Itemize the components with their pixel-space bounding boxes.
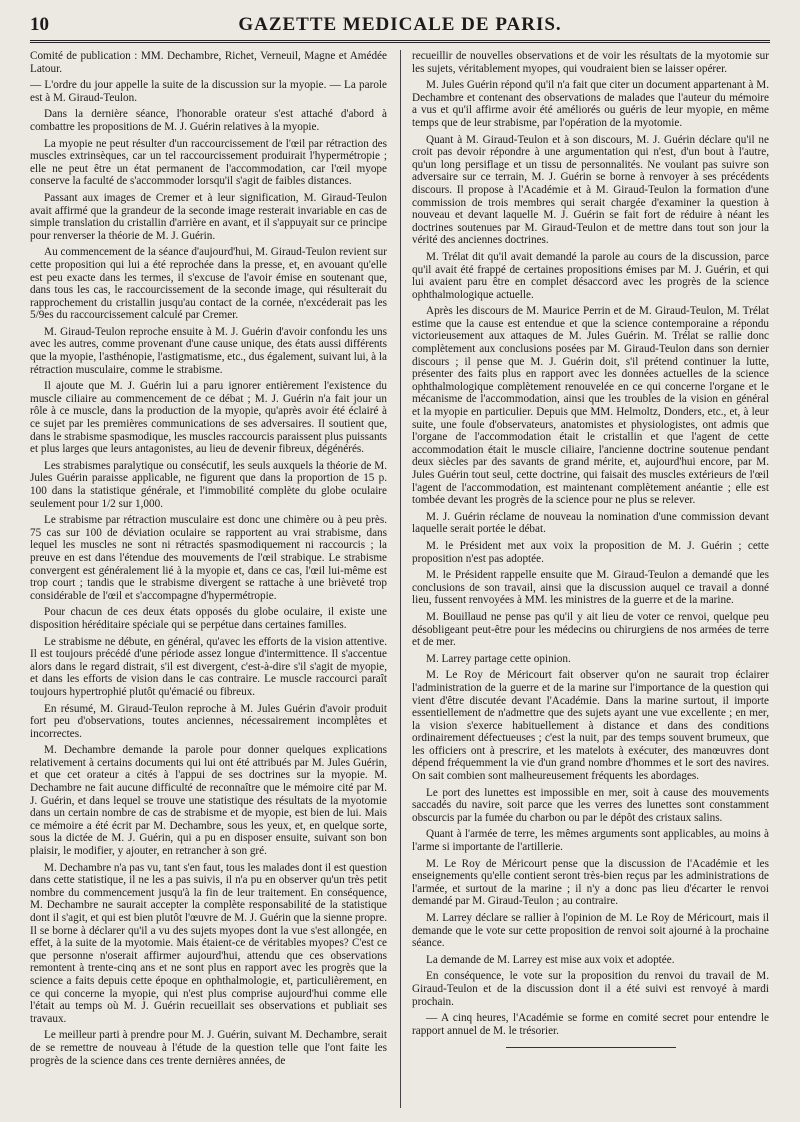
paragraph: — A cinq heures, l'Académie se forme en comité secret pour entendre le rapport annuel de M. le trésorier. (412, 1012, 769, 1037)
paragraph: Comité de publication : MM. Dechambre, Richet, Verneuil, Magne et Amédée Latour. (30, 50, 387, 75)
paragraph: M. Giraud-Teulon reproche ensuite à M. J. Guérin d'avoir confondu les uns avec les autres, comme provenant d'une cause unique, des états aussi différents que la myopie, l'asthénopie, l'astigmatisme, etc., dus également, suivant lui, à la rétraction musculaire, comme le strabisme. (30, 325, 387, 376)
paragraph: Quant à M. Giraud-Teulon et à son discours, M. J. Guérin déclare qu'il ne croit pas devoir répondre à une argumentation qui n'est, d'un bout à l'autre, qu'un long persiflage et un tissu de personnalités. Ne voulant pas suivre son adversaire sur ce terrain, M. J. Guérin se borne à renvoyer à ses précédents discours. Il propose à l'Académie et à M. Giraud-Teulon la formation d'une commission de trois membres qui serait chargée d'examiner la question à nouveau et devant laquelle M. J. Guérin se fait fort de réduire à néant les doctrines soutenues par M. Giraud-Teulon et de mettre dans tout son jour la vérité des anciennes doctrines. (412, 133, 769, 247)
paragraph: M. Trélat dit qu'il avait demandé la parole au cours de la discussion, parce qu'il avait été frappé de certaines propositions émises par M. J. Guérin, et qui lui avaient paru être en complet désaccord avec les progrès de la science ophthalmologique actuelle. (412, 250, 769, 301)
paragraph: M. Le Roy de Méricourt pense que la discussion de l'Académie et les enseignements qu'elle contient seront très-bien reçus par les administrations de l'armée, et surtout de la marine ; il n'y a donc pas lieu d'écarter le renvoi demandé par M. Giraud-Teulon ; au contraire. (412, 857, 769, 908)
paragraph: Les strabismes paralytique ou consécutif, les seuls auxquels la théorie de M. Jules Guérin paraisse applicable, ne figurent que dans la proportion de 15 p. 100 dans la statistique générale, et l'immobilité complète du globe oculaire seulement pour 1/2 sur 1,000. (30, 459, 387, 510)
paragraph: La myopie ne peut résulter d'un raccourcissement de l'œil par rétraction des muscles extrinsèques, car un tel raccourcissement produirait l'hypermétropie ; elle ne peut être un état permanent de l'accommodation, car l'œil myope conserve la faculté de s'accommoder lorsqu'il s'agit de faibles distances. (30, 137, 387, 188)
publication-title: GAZETTE MEDICALE DE PARIS. (238, 14, 562, 35)
page-number: 10 (30, 14, 49, 35)
paragraph: Le meilleur parti à prendre pour M. J. Guérin, suivant M. Dechambre, serait de se remettre de nouveau à l'étude de la question telle que l'ont faite les progrès de la science dans ces trente dernières années, de (30, 1029, 387, 1067)
column-divider (400, 50, 401, 1108)
paragraph: Le port des lunettes est impossible en mer, soit à cause des mouvements saccadés du navire, soit parce que les verres des lunettes sont constamment obscurcis par la fumée du charbon ou par le dépôt des cristaux salins. (412, 786, 769, 824)
paragraph: En résumé, M. Giraud-Teulon reproche à M. Jules Guérin d'avoir produit fort peu d'observations, toutes anciennes, nécessairement incomplètes et incorrectes. (30, 702, 387, 740)
header-rule (30, 40, 770, 43)
paragraph: M. Larrey partage cette opinion. (426, 652, 571, 665)
paragraph: M. Dechambre n'a pas vu, tant s'en faut, tous les malades dont il est question dans cette statistique, il ne les a pas suivis, il n'a pu en observer qu'un très petit nombre du commencement jusqu'à la fin de leur traitement. En conséquence, M. Dechambre ne saurait accepter la complète responsabilité de la statistique dont il s'agit, et qui est bien plutôt l'œuvre de M. J. Guérin que la sienne propre. Il se borne à déclarer qu'il a vu des sujets myopes dont la vue s'est allongée, en effet, à la suite de la myotomie. Mais étaient-ce de véritables myopes? C'est ce que personne n'oserait affirmer aujourd'hui, attendu que ces observations remontent à trente-cinq ans et ne sont plus en rapport avec les progrès que la science a faits depuis cette époque en ophthalmologie, et, particulièrement, en ce qui concerne la myopie, qui n'est plus comprise aujourd'hui comme elle l'était au temps où M. J. Guérin recueillait ses observations et publiait ses travaux. (30, 861, 387, 1025)
paragraph: — L'ordre du jour appelle la suite de la discussion sur la myopie. — La parole est à M. Giraud-Teulon. (30, 79, 387, 104)
paragraph: Quant à l'armée de terre, les mêmes arguments sont applicables, au moins à l'arme si importante de l'artillerie. (412, 828, 769, 854)
left-column (30, 50, 387, 1108)
right-column (412, 50, 769, 1108)
paragraph: Après les discours de M. Maurice Perrin et de M. Giraud-Teulon, M. Trélat estime que la cause est entendue et que la science contemporaine a répondu victorieusement aux attaques de M. Jules Guérin. M. Trélat se rallie donc complètement aux conclusions posées par M. Giraud-Teulon dans son dernier discours ; il pense que M. J. Guérin doit, s'il prétend continuer la lutte, présenter des faits plus en rapport avec les données actuelles de la science ophthalmologique complètement renouvelée en ce qui concerne l'organe et le mécanisme de l'accommodation, ainsi que les troubles de la vision en général et la myopie en particulier. Depuis que MM. Helmoltz, Donders, etc., et, à leur suite, une foule d'observateurs, anatomistes et physiologistes, ont admis que l'organe de l'accommodation était le cristallin et que l'agent de cette accommodation était le muscle ciliaire, l'ancienne doctrine soutenue pendant deux siècles par des savants de grand mérite, et, aujourd'hui encore, par M. Jules Guérin tout seul, cette doctrine, qui faisait des muscles extérieurs de l'œil l'agent de l'accommodation, est maintenant complètement anéantie ; elle est tombée devant les progrès de la science pour ne plus se relever. (412, 305, 769, 507)
paragraph: M. J. Guérin réclame de nouveau la nomination d'une commission devant laquelle serait portée le débat. (412, 510, 769, 536)
paragraph: Le strabisme ne débute, en général, qu'avec les efforts de la vision attentive. Il est toujours précédé d'une période assez longue d'intermittence. Il s'accentue alors dans le regard distrait, s'il est divergent, c'est-à-dire s'il s'agit de myopie, et dans les efforts de vision dans le cas contraire. Le muscle raccourci paraît toujours hypertrophié plutôt qu'émacié ou fibreux. (30, 635, 387, 698)
page-header (30, 12, 770, 38)
paragraph: Passant aux images de Cremer et à leur signification, M. Giraud-Teulon avait affirmé que la grandeur de la seconde image resterait invariable en cas de simple translation du cristallin d'arrière en avant, et il s'appuyait sur ce principe pour renverser la théorie de M. J. Guérin. (30, 191, 387, 242)
paragraph: M. Jules Guérin répond qu'il n'a fait que citer un document appartenant à M. Dechambre et contenant des observations de malades que l'auteur du mémoire a vus et qu'il affirme avoir été améliorés ou guéris de leur myopie, en même temps que de leur strabisme, par l'opération de la myotomie. (412, 79, 769, 129)
paragraph: Dans la dernière séance, l'honorable orateur s'est attaché d'abord à combattre les propositions de M. J. Guérin relatives à la myopie. (30, 108, 387, 133)
paragraph: recueillir de nouvelles observations et de voir les résultats de la myotomie sur les sujets, véritablement myopes, qui voudraient bien se laisser opérer. (412, 50, 769, 75)
paragraph: Pour chacun de ces deux états opposés du globe oculaire, il existe une disposition héréditaire spéciale qui se perpétue dans certaines familles. (30, 606, 387, 631)
paragraph: En conséquence, le vote sur la proposition du renvoi du travail de M. Giraud-Teulon et de la discussion dont il a été suivi est renvoyé à mardi prochain. (412, 970, 769, 1008)
end-rule (506, 1047, 676, 1048)
paragraph: Au commencement de la séance d'aujourd'hui, M. Giraud-Teulon revient sur cette proposition qui lui a été reprochée dans la presse, et, en avouant qu'elle est peu exacte dans les termes, il s'excuse de l'avoir émise en soutenant que, dans tous les cas, le raccourcissement de la seconde image, qui résulterait du rapprochement du cristallin jusqu'au contact de la cornée, n'excéderait pas les 5/9es du raccourcissement calculé par Cremer. (30, 246, 387, 322)
paragraph: M. Bouillaud ne pense pas qu'il y ait lieu de voter ce renvoi, quelque peu désobligeant peut-être pour les médecins ou chirurgiens de nos armées de terre et de mer. (412, 610, 769, 649)
paragraph: La demande de M. Larrey est mise aux voix et adoptée. (426, 953, 675, 966)
paragraph: M. le Président met aux voix la proposition de M. J. Guérin ; cette proposition n'est pas adoptée. (412, 539, 769, 565)
paragraph: Le strabisme par rétraction musculaire est donc une chimère ou à peu près. 75 cas sur 100 de déviation oculaire se rapportent au vrai strabisme, dans lequel les muscles ne sont ni rétractés spasmodiquement ni raccourcis ; la preuve en est dans l'étendue des mouvements de l'œil strabique. Le strabisme convergent est généralement lié à la myopie et, dans ce cas, l'œil lui-même est trop court ; tandis que le strabisme divergent se rattache à une brièveté trop considérable de l'œil et s'accompagne d'hypermétropie. (30, 514, 387, 602)
article-columns (30, 50, 770, 1108)
paragraph: M. le Président rappelle ensuite que M. Giraud-Teulon a demandé que les conclusions de son travail, ainsi que la discussion auquel ce travail a donné lieu, fussent renvoyées à MM. les ministres de la guerre et de la marine. (412, 569, 769, 607)
paragraph: M. Dechambre demande la parole pour donner quelques explications relativement à certains documents qui lui ont été attribués par M. Jules Guérin, et que cet orateur a cités à l'appui de ses doctrines sur la myopie. M. Dechambre ne fait aucune difficulté de reconnaître que le mémoire cité par M. J. Guérin, et dans lequel se trouve une statistique des résultats de la myotomie dans un certain nombre de cas de strabisme et de myopie, est bien de lui. Mais ce mémoire a été écrit par M. Dechambre, sous les yeux, et, en quelque sorte, sous la dictée de M. J. Guérin, qui a pu en disposer ensuite, suivant son bon plaisir, le modifier, y ajouter, en retrancher à son gré. (30, 744, 387, 858)
paragraph: M. Larrey déclare se rallier à l'opinion de M. Le Roy de Méricourt, mais il demande que le vote sur cette proposition de renvoi soit ajourné à la prochaine séance. (412, 912, 769, 950)
paragraph: Il ajoute que M. J. Guérin lui a paru ignorer entièrement l'existence du muscle ciliaire au commencement de ce débat ; M. J. Guérin n'a fait jour un rôle à ce muscle, dans la production de la myopie, qu'après avoir été éclairé à ce sujet par les premières communications de ses adversaires. Il soutient que, dans le strabisme spasmodique, les muscles raccourcis paraissent plus puissants et plus larges que leurs antagonistes, au lieu de devenir fibreux, dégénérés. (30, 380, 387, 456)
paragraph: M. Le Roy de Méricourt fait observer qu'on ne saurait trop éclairer l'administration de la guerre et de la marine sur l'importance de la question qui vient d'être discutée devant l'Académie. Dans la marine surtout, il importe essentiellement de n'admettre que des sujets ayant une vue excellente ; en mer, la vision s'exerce habituellement à distance et dans des conditions ordinairement défectueuses ; c'est la nuit, par des temps souvent brumeux, que les officiers ont à prescrire, et les matelots à exécuter, des manœuvres dont dépend fréquemment la vie d'un grand nombre d'hommes et le sort des navires. On sait combien sont malheureusement fréquents les abordages. (412, 669, 769, 783)
